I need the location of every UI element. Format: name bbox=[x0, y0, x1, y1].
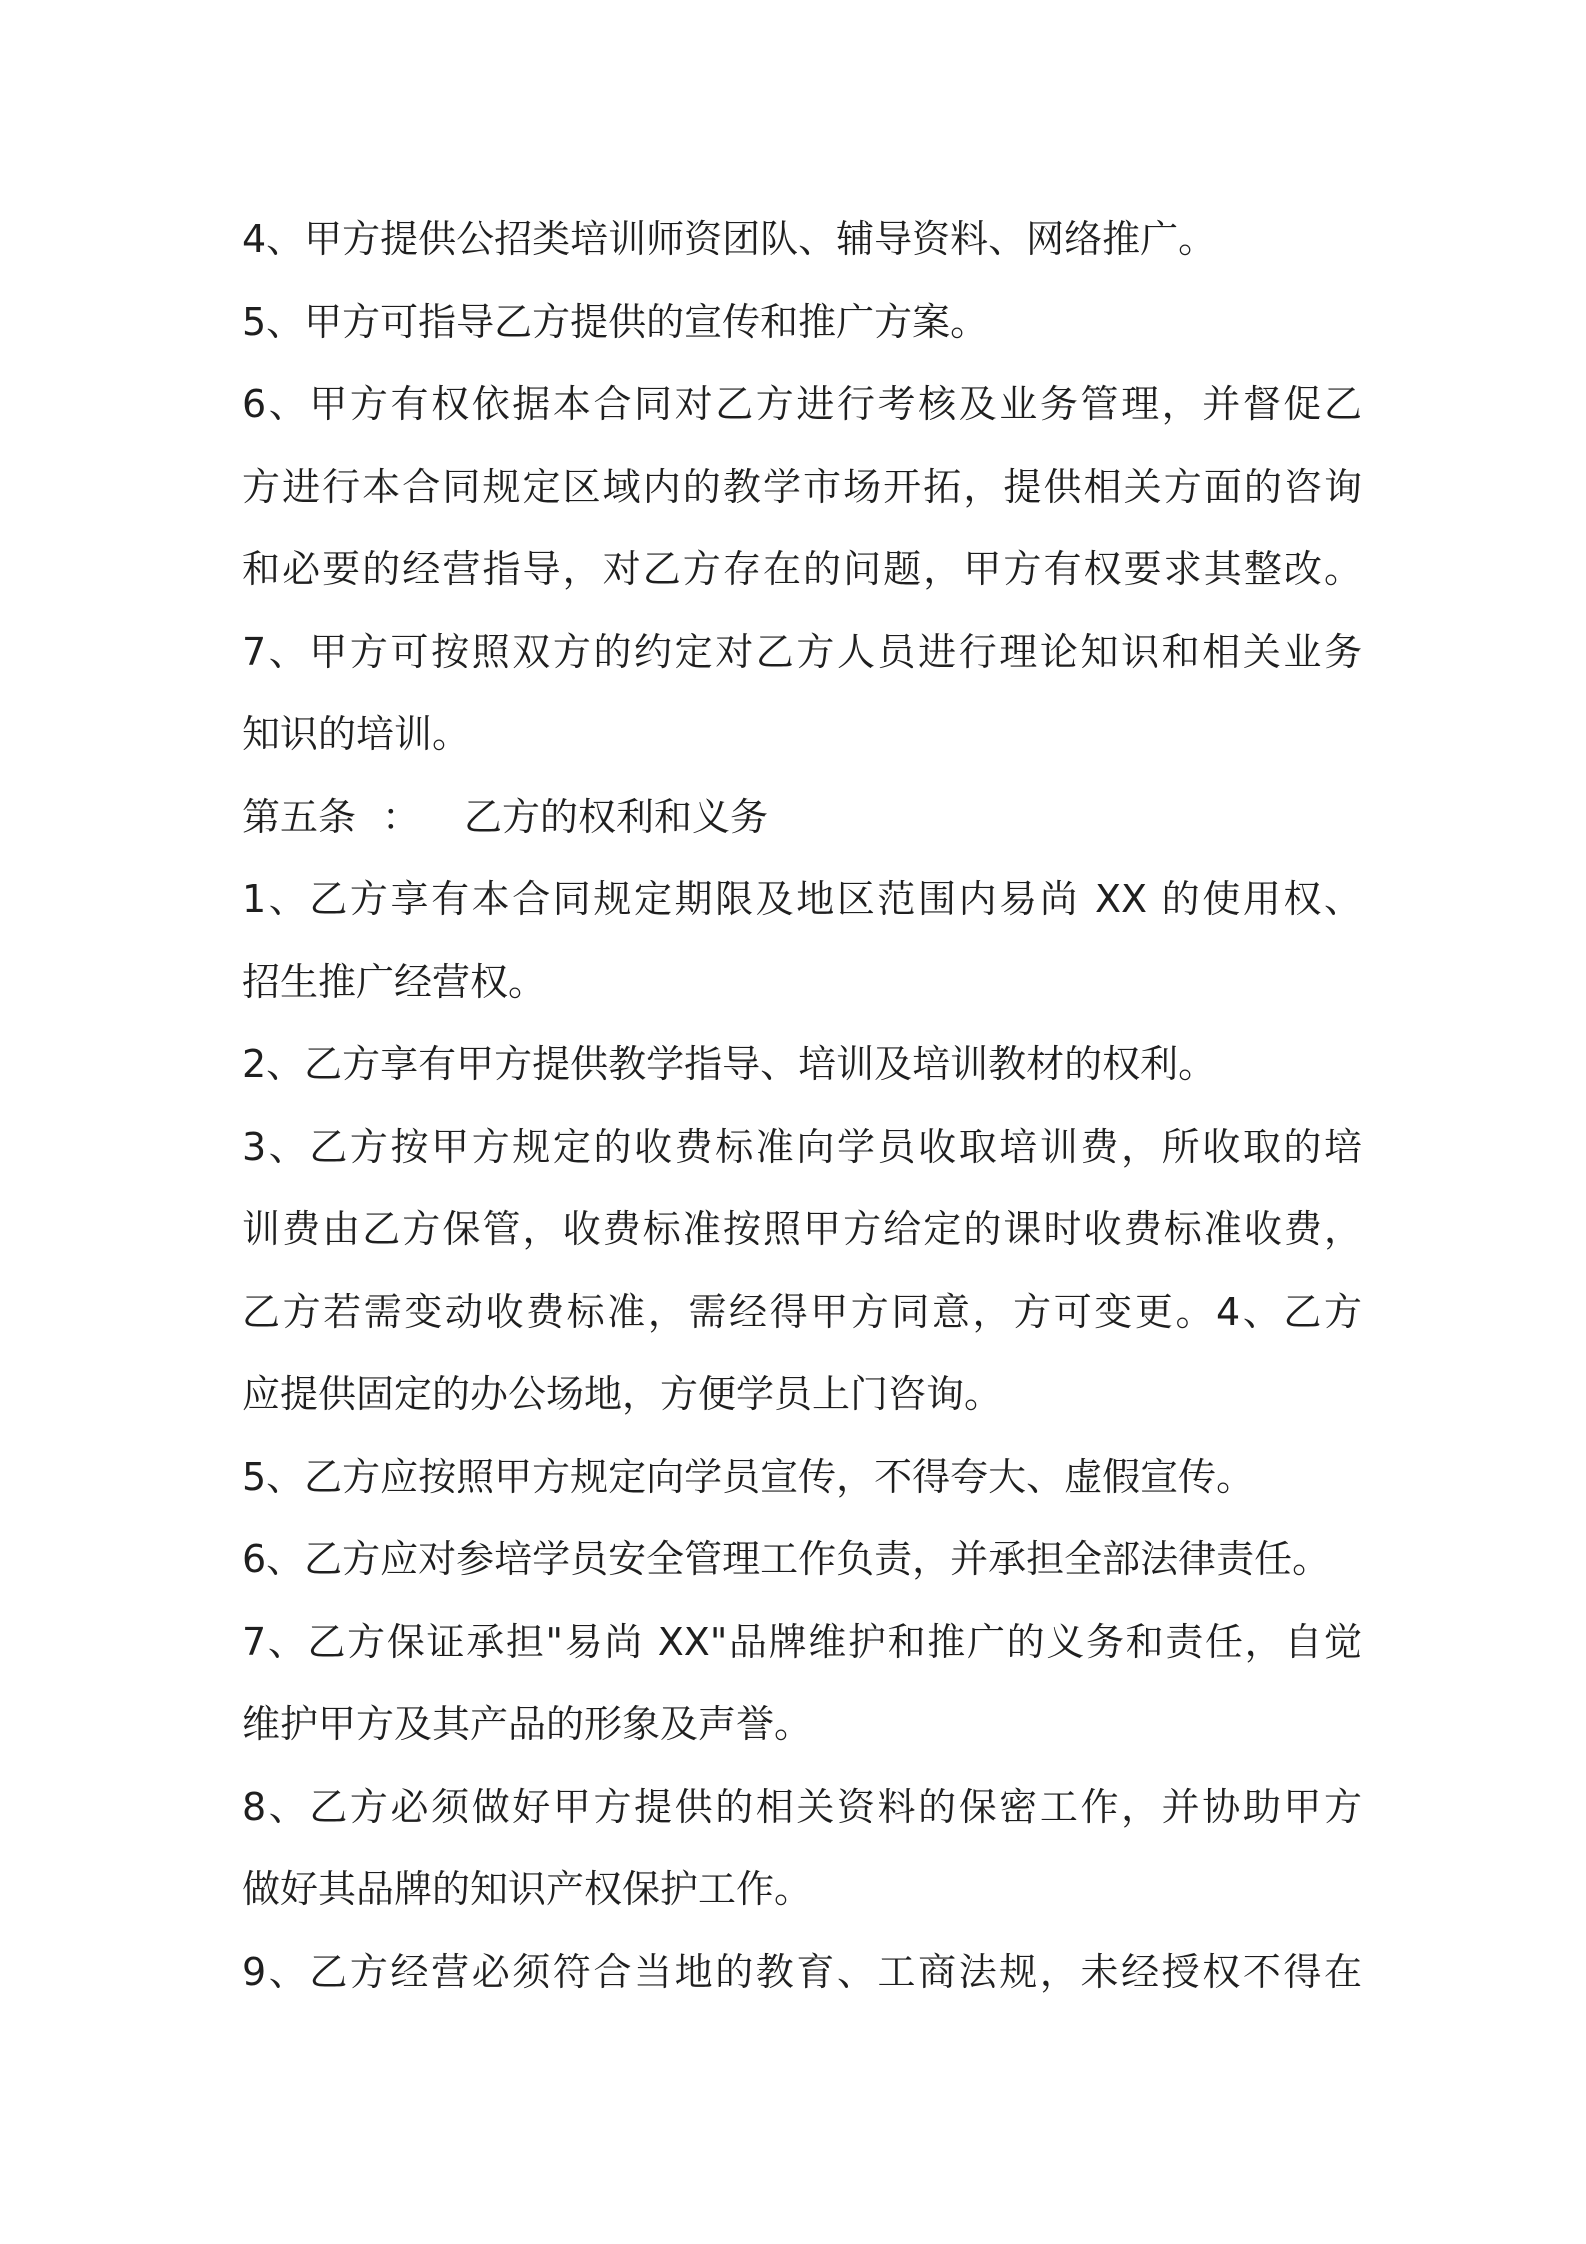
clause-line: 4、甲方提供公招类培训师资团队、辅导资料、网络推广。 bbox=[242, 217, 1217, 261]
clause-line: 6、甲方有权依据本合同对乙方进行考核及业务管理，并督促乙 bbox=[242, 382, 1362, 426]
clause-line: 乙方若需变动收费标准，需经得甲方同意，方可变更。4、乙方 bbox=[242, 1289, 1362, 1334]
document-body bbox=[242, 198, 1362, 2013]
clause-line: 知识的培训。 bbox=[242, 712, 471, 756]
clause-line: 2、乙方享有甲方提供教学指导、培训及培训教材的权利。 bbox=[242, 1042, 1217, 1086]
clause-line: 6、乙方应对参培学员安全管理工作负责，并承担全部法律责任。 bbox=[242, 1537, 1331, 1581]
section-heading bbox=[242, 776, 1362, 859]
clause-line: 5、甲方可指导乙方提供的宣传和推广方案。 bbox=[242, 299, 989, 344]
clause-line: 3、乙方按甲方规定的收费标准向学员收取培训费，所收取的培 bbox=[242, 1124, 1362, 1169]
section-heading-label: 第五条 bbox=[242, 794, 357, 839]
section-heading-title: 乙方的权利和义务 bbox=[464, 794, 769, 839]
clause-line: 和必要的经营指导，对乙方存在的问题，甲方有权要求其整改。 bbox=[242, 547, 1362, 591]
clause-line: 8、乙方必须做好甲方提供的相关资料的保密工作，并协助甲方 bbox=[242, 1784, 1362, 1829]
clause-line: 1、乙方享有本合同规定期限及地区范围内易尚 XX 的使用权、 bbox=[242, 877, 1362, 921]
clause-line: 5、乙方应按照甲方规定向学员宣传，不得夸大、虚假宣传。 bbox=[242, 1454, 1255, 1499]
clause-line: 方进行本合同规定区域内的教学市场开拓，提供相关方面的咨询 bbox=[242, 464, 1362, 509]
clause-line: 招生推广经营权。 bbox=[242, 959, 547, 1004]
clause-line: 7、甲方可按照双方的约定对乙方人员进行理论知识和相关业务 bbox=[242, 629, 1362, 674]
clause-line: 9、乙方经营必须符合当地的教育、工商法规，未经授权不得在 bbox=[242, 1949, 1362, 1994]
clause-line: 做好其品牌的知识产权保护工作。 bbox=[242, 1867, 813, 1911]
clause-line: 维护甲方及其产品的形象及声誉。 bbox=[242, 1702, 813, 1746]
clause-line: 应提供固定的办公场地，方便学员上门咨询。 bbox=[242, 1372, 1003, 1416]
section-heading-colon: ： bbox=[382, 794, 421, 839]
clause-line: 7、乙方保证承担"易尚 XX"品牌维护和推广的义务和责任，自觉 bbox=[242, 1619, 1362, 1664]
clause-line: 训费由乙方保管，收费标准按照甲方给定的课时收费标准收费， bbox=[242, 1207, 1362, 1251]
